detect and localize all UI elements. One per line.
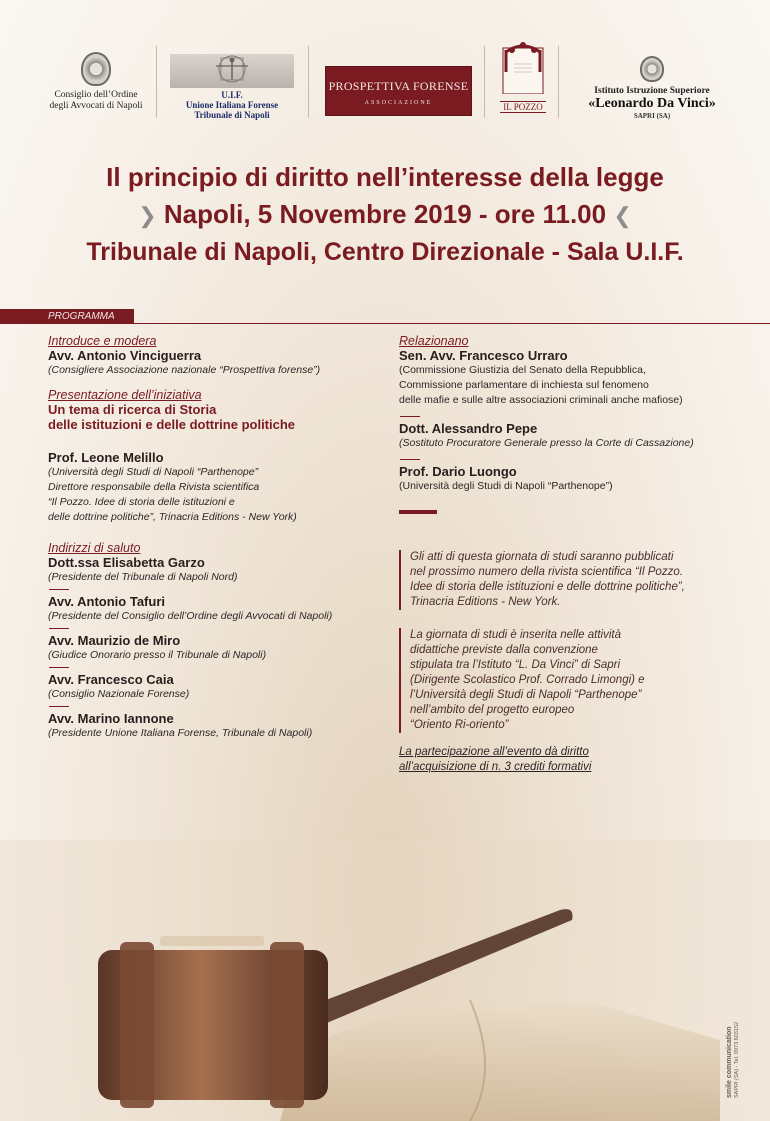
saluto-name: Dott.ssa Elisabetta Garzo — [48, 555, 205, 570]
divider — [49, 628, 69, 629]
melillo-role-3: “Il Pozzo. Idee di storia delle istituzioni e — [48, 496, 235, 508]
prospettiva-sub: ASSOCIAZIONE — [364, 100, 433, 106]
credit-line: SAPRI (SA) - Tel. 0973 603152 — [734, 1021, 740, 1098]
logo-istituto-da-vinci — [572, 56, 732, 120]
crediti-line-2: all’acquisizione di n. 3 crediti formativi — [399, 761, 592, 773]
moderator-role: (Consigliere Associazione nazionale “Prospettiva forense”) — [48, 364, 321, 376]
event-date-line — [0, 199, 770, 230]
chevron-left-icon: ❮ — [613, 203, 632, 228]
note-line: nel prossimo numero della rivista scientifica “Il Pozzo. — [410, 566, 683, 578]
presentazione-title-1: Un tema di ricerca di Storia — [48, 402, 217, 417]
convention-note — [399, 628, 739, 733]
saluto-name: Avv. Marino Iannone — [48, 711, 174, 726]
italian-emblem-icon — [640, 56, 664, 82]
header-separator — [484, 46, 485, 118]
note-line: Gli atti di questa giornata di studi saranno pubblicati — [410, 551, 674, 563]
melillo-name: Prof. Leone Melillo — [48, 450, 164, 465]
saluto-label: Indirizzi di saluto — [48, 541, 141, 555]
saluto-role: (Presidente del Tribunale di Napoli Nord) — [48, 571, 238, 583]
introduce-label: Introduce e modera — [48, 334, 157, 348]
gavel-book-illustration — [0, 840, 770, 1121]
programma-label: PROGRAMMA — [0, 309, 134, 324]
divider — [49, 589, 69, 590]
relazionano-label: Relazionano — [399, 334, 469, 348]
vitruvian-man-icon — [170, 54, 294, 88]
logo-prospettiva-forense — [325, 66, 472, 116]
saluto-name: Avv. Francesco Caia — [48, 672, 174, 687]
consiglio-line2: degli Avvocati di Napoli — [49, 101, 143, 111]
credit-brand: smile communication — [726, 1026, 733, 1098]
crediti-line-1: La partecipazione all’evento dà diritto — [399, 746, 589, 758]
urraro-name: Sen. Avv. Francesco Urraro — [399, 348, 568, 363]
consiglio-line1: Consiglio dell’Ordine — [54, 90, 138, 100]
section-rule — [399, 510, 437, 514]
chevron-right-icon: ❯ — [138, 203, 157, 228]
saluto-name: Avv. Maurizio de Miro — [48, 633, 181, 648]
saluto-role: (Consiglio Nazionale Forense) — [48, 688, 190, 700]
publication-note — [399, 550, 739, 610]
melillo-role-4: delle dottrine politiche”, Trinacria Editions - New York) — [48, 511, 297, 523]
note-line: stipulata tra l’Istituto “L. Da Vinci” di Sapri — [410, 659, 621, 671]
prospettiva-title: PROSPETTIVA FORENSE — [328, 79, 469, 93]
logo-il-pozzo — [500, 42, 546, 113]
moderator-name: Avv. Antonio Vinciguerra — [48, 348, 202, 363]
left-column — [48, 334, 388, 741]
uif-line1: U.I.F. — [221, 90, 243, 100]
pepe-role: (Sostituto Procuratore Generale presso la Corte di Cassazione) — [399, 437, 694, 449]
right-column — [399, 334, 739, 775]
pozzo-arch-icon — [500, 42, 546, 94]
urraro-role-2: Commissione parlamentare di inchiesta sul fenomeno — [399, 379, 649, 391]
note-line: “Oriento Ri-oriento” — [410, 719, 509, 731]
pozzo-label: IL POZZO — [500, 101, 546, 113]
melillo-role-2: Direttore responsabile della Rivista scientifica — [48, 481, 260, 493]
urraro-role-1: (Commissione Giustizia del Senato della Repubblica, — [399, 364, 646, 376]
uif-line2: Unione Italiana Forense — [185, 100, 279, 110]
note-line: l’Università degli Studi di Napoli “Parthenope” — [410, 689, 642, 701]
melillo-role-1: (Università degli Studi di Napoli “Parthenope” — [48, 466, 259, 478]
presentazione-title-2: delle istituzioni e delle dottrine politiche — [48, 417, 296, 432]
istituto-line2: «Leonardo Da Vinci» — [588, 96, 716, 111]
saluto-role: (Presidente Unione Italiana Forense, Tribunale di Napoli) — [48, 727, 313, 739]
logo-uif — [168, 54, 296, 120]
programma-divider — [134, 323, 770, 324]
italian-emblem-icon — [81, 52, 111, 86]
divider — [400, 416, 420, 417]
credit-vertical — [726, 1020, 742, 1100]
header-separator — [558, 46, 559, 118]
header-separator — [308, 46, 309, 118]
crediti-note — [399, 745, 739, 775]
luongo-name: Prof. Dario Luongo — [399, 464, 517, 479]
note-line: nell’ambito del progetto europeo — [410, 704, 575, 716]
saluto-role: (Giudice Onorario presso il Tribunale di Napoli) — [48, 649, 267, 661]
note-line: Idee di storia delle istituzioni e delle dottrine politiche”, — [410, 581, 685, 593]
event-date: Napoli, 5 Novembre 2019 - ore 11.00 — [163, 199, 607, 229]
note-line: Trinacria Editions - New York. — [410, 596, 561, 608]
uif-line3: Tribunale di Napoli — [194, 110, 270, 120]
istituto-line1: Istituto Istruzione Superiore — [594, 86, 710, 96]
logo-consiglio-ordine — [40, 52, 152, 112]
presentazione-label: Presentazione dell’iniziativa — [48, 388, 202, 402]
istituto-line3: SAPRI (SA) — [633, 112, 671, 120]
note-line: didattiche previste dalla convenzione — [410, 644, 598, 656]
urraro-role-3: delle mafie e sulle altre associazioni criminali anche mafiose) — [399, 394, 683, 406]
divider — [49, 667, 69, 668]
note-line: La giornata di studi è inserita nelle attività — [410, 629, 621, 641]
divider — [49, 706, 69, 707]
pepe-name: Dott. Alessandro Pepe — [399, 421, 538, 436]
saluto-role: (Presidente del Consiglio dell’Ordine degli Avvocati di Napoli) — [48, 610, 333, 622]
luongo-role: (Università degli Studi di Napoli “Parthenope”) — [399, 480, 613, 492]
saluto-name: Avv. Antonio Tafuri — [48, 594, 165, 609]
event-location: Tribunale di Napoli, Centro Direzionale - Sala U.I.F. — [86, 238, 684, 266]
header-separator — [156, 46, 157, 118]
divider — [400, 459, 420, 460]
note-line: (Dirigente Scolastico Prof. Corrado Limongi) e — [410, 674, 645, 686]
event-title: Il principio di diritto nell’interesse della legge — [106, 162, 664, 192]
